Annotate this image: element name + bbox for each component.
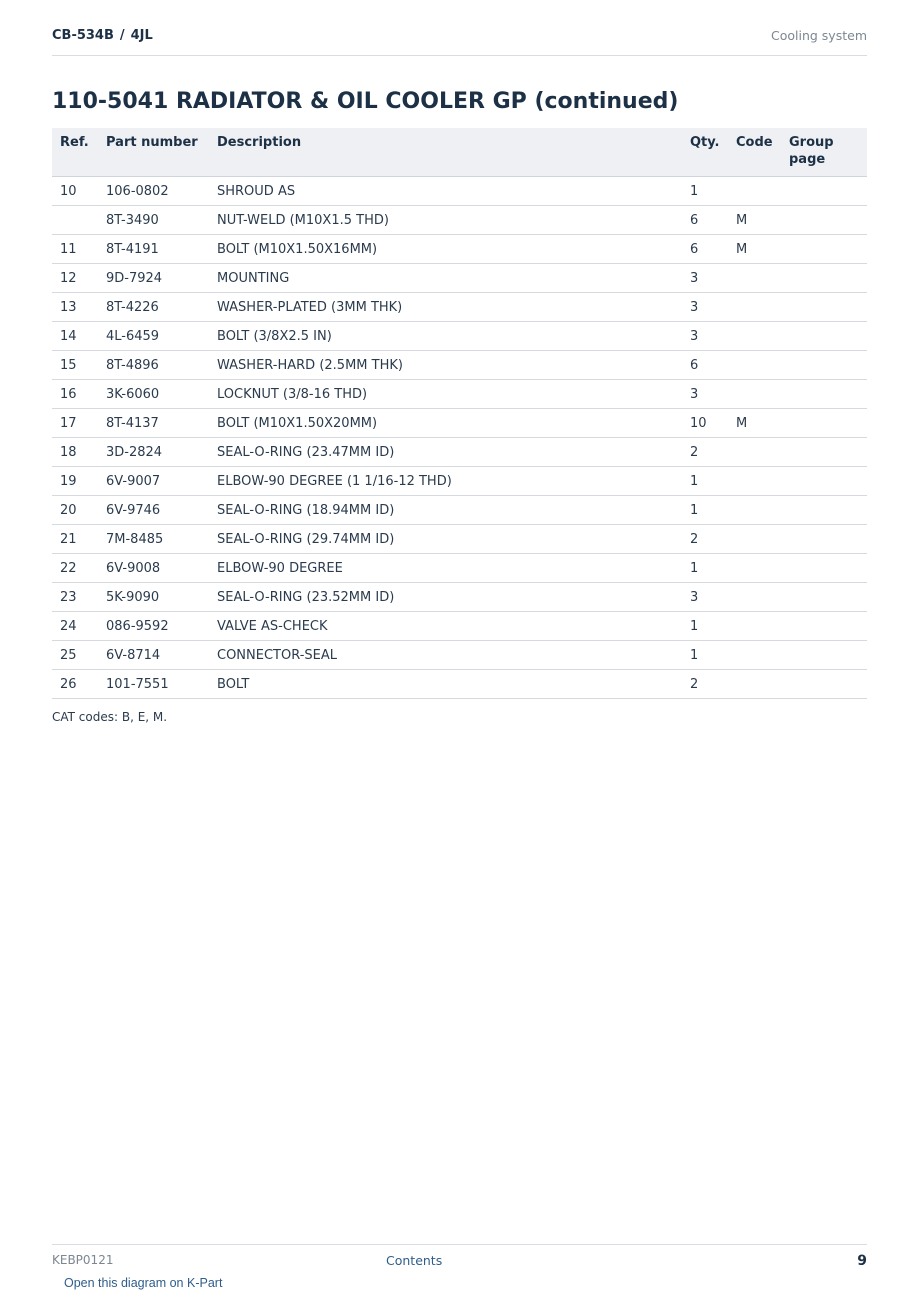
cell-qty: 3 — [682, 322, 728, 351]
cell-qty: 1 — [682, 641, 728, 670]
cell-group-page — [781, 525, 867, 554]
cell-qty: 1 — [682, 177, 728, 206]
table-row — [52, 235, 867, 264]
cell-group-page — [781, 351, 867, 380]
cell-ref: 23 — [52, 583, 98, 612]
serial-prefix: 4JL — [130, 28, 153, 43]
cell-ref: 12 — [52, 264, 98, 293]
cell-part-number: 8T-4226 — [98, 293, 209, 322]
page-header — [52, 28, 867, 56]
cell-description: NUT-WELD (M10X1.5 THD) — [209, 206, 682, 235]
cell-group-page — [781, 554, 867, 583]
table-row — [52, 554, 867, 583]
table-row — [52, 380, 867, 409]
cell-qty: 2 — [682, 438, 728, 467]
cell-group-page — [781, 177, 867, 206]
cell-code — [728, 177, 781, 206]
cell-ref: 20 — [52, 496, 98, 525]
cell-description: ELBOW-90 DEGREE — [209, 554, 682, 583]
cell-qty: 1 — [682, 467, 728, 496]
cell-code — [728, 438, 781, 467]
cell-ref: 17 — [52, 409, 98, 438]
cell-description: BOLT (M10X1.50X20MM) — [209, 409, 682, 438]
cell-group-page — [781, 264, 867, 293]
cell-group-page — [781, 322, 867, 351]
table-row — [52, 409, 867, 438]
cell-part-number: 3K-6060 — [98, 380, 209, 409]
cell-ref: 13 — [52, 293, 98, 322]
cell-group-page — [781, 612, 867, 641]
cell-code — [728, 293, 781, 322]
cell-group-page — [781, 235, 867, 264]
cell-ref: 22 — [52, 554, 98, 583]
model-name: CB-534B — [52, 28, 114, 43]
cell-qty: 6 — [682, 351, 728, 380]
cell-code — [728, 467, 781, 496]
cell-ref: 18 — [52, 438, 98, 467]
header-ref: Ref. — [52, 128, 98, 177]
table-row — [52, 525, 867, 554]
cell-part-number: 106-0802 — [98, 177, 209, 206]
page-footer — [52, 1244, 867, 1268]
cell-qty: 1 — [682, 496, 728, 525]
cell-part-number: 5K-9090 — [98, 583, 209, 612]
cell-description: LOCKNUT (3/8-16 THD) — [209, 380, 682, 409]
cell-group-page — [781, 641, 867, 670]
cell-code — [728, 583, 781, 612]
header-part-number: Part number — [98, 128, 209, 177]
cell-part-number: 6V-9746 — [98, 496, 209, 525]
contents-link[interactable]: Contents — [386, 1253, 443, 1268]
cell-part-number: 6V-9007 — [98, 467, 209, 496]
section-name: Cooling system — [771, 28, 867, 43]
cell-qty: 3 — [682, 293, 728, 322]
cell-part-number: 8T-4137 — [98, 409, 209, 438]
cell-code — [728, 670, 781, 699]
cell-code — [728, 496, 781, 525]
parts-table — [52, 128, 867, 699]
cell-description: SEAL-O-RING (23.52MM ID) — [209, 583, 682, 612]
table-header — [52, 128, 867, 177]
cell-qty: 3 — [682, 380, 728, 409]
continued-label: (continued) — [534, 89, 679, 114]
cell-code: M — [728, 206, 781, 235]
cell-description: SEAL-O-RING (29.74MM ID) — [209, 525, 682, 554]
table-row — [52, 438, 867, 467]
cell-qty: 2 — [682, 525, 728, 554]
cell-group-page — [781, 670, 867, 699]
cell-code — [728, 525, 781, 554]
cell-ref: 19 — [52, 467, 98, 496]
cell-code — [728, 380, 781, 409]
table-row — [52, 293, 867, 322]
cell-part-number: 086-9592 — [98, 612, 209, 641]
cell-code: M — [728, 409, 781, 438]
cell-qty: 6 — [682, 235, 728, 264]
cell-ref: 24 — [52, 612, 98, 641]
cell-description: SEAL-O-RING (23.47MM ID) — [209, 438, 682, 467]
cell-code — [728, 612, 781, 641]
cell-description: VALVE AS-CHECK — [209, 612, 682, 641]
table-row — [52, 322, 867, 351]
cell-qty: 3 — [682, 264, 728, 293]
document-code: KEBP0121 — [52, 1253, 114, 1267]
cell-code — [728, 351, 781, 380]
cell-qty: 10 — [682, 409, 728, 438]
cell-description: ELBOW-90 DEGREE (1 1/16-12 THD) — [209, 467, 682, 496]
header-group-page: Group page — [781, 128, 867, 177]
header-code: Code — [728, 128, 781, 177]
table-row — [52, 467, 867, 496]
breadcrumb-separator: / — [119, 28, 125, 43]
cell-part-number: 6V-8714 — [98, 641, 209, 670]
cell-ref: 26 — [52, 670, 98, 699]
cell-description: BOLT (M10X1.50X16MM) — [209, 235, 682, 264]
cell-group-page — [781, 583, 867, 612]
cell-part-number: 3D-2824 — [98, 438, 209, 467]
cell-ref: 10 — [52, 177, 98, 206]
cell-qty: 6 — [682, 206, 728, 235]
cell-group-page — [781, 206, 867, 235]
cell-description: BOLT — [209, 670, 682, 699]
cell-group-page — [781, 293, 867, 322]
header-qty: Qty. — [682, 128, 728, 177]
cell-code — [728, 554, 781, 583]
table-row — [52, 670, 867, 699]
cell-part-number: 6V-9008 — [98, 554, 209, 583]
cell-qty: 2 — [682, 670, 728, 699]
cell-ref: 14 — [52, 322, 98, 351]
cell-qty: 1 — [682, 612, 728, 641]
cell-group-page — [781, 438, 867, 467]
cell-ref: 21 — [52, 525, 98, 554]
page-number: 9 — [857, 1253, 867, 1269]
page-title — [52, 89, 678, 114]
table-row — [52, 641, 867, 670]
table-row — [52, 496, 867, 525]
kpart-diagram-link[interactable]: Open this diagram on K-Part — [64, 1276, 223, 1290]
cell-part-number: 8T-4896 — [98, 351, 209, 380]
cell-ref — [52, 206, 98, 235]
cell-ref: 11 — [52, 235, 98, 264]
cell-description: SEAL-O-RING (18.94MM ID) — [209, 496, 682, 525]
table-row — [52, 264, 867, 293]
cell-description: WASHER-HARD (2.5MM THK) — [209, 351, 682, 380]
cell-description: SHROUD AS — [209, 177, 682, 206]
cell-qty: 3 — [682, 583, 728, 612]
cell-part-number: 8T-3490 — [98, 206, 209, 235]
cell-group-page — [781, 496, 867, 525]
cell-qty: 1 — [682, 554, 728, 583]
table-row — [52, 583, 867, 612]
cell-part-number: 8T-4191 — [98, 235, 209, 264]
cell-part-number: 4L-6459 — [98, 322, 209, 351]
cell-ref: 16 — [52, 380, 98, 409]
cell-group-page — [781, 467, 867, 496]
model-breadcrumb — [52, 28, 153, 43]
table-row — [52, 351, 867, 380]
cat-codes-note: CAT codes: B, E, M. — [52, 710, 168, 724]
cell-code: M — [728, 235, 781, 264]
cell-group-page — [781, 409, 867, 438]
cell-description: BOLT (3/8X2.5 IN) — [209, 322, 682, 351]
cell-description: CONNECTOR-SEAL — [209, 641, 682, 670]
cell-code — [728, 322, 781, 351]
cell-description: WASHER-PLATED (3MM THK) — [209, 293, 682, 322]
cell-part-number: 9D-7924 — [98, 264, 209, 293]
cell-part-number: 7M-8485 — [98, 525, 209, 554]
cell-code — [728, 264, 781, 293]
table-row — [52, 177, 867, 206]
cell-part-number: 101-7551 — [98, 670, 209, 699]
cell-group-page — [781, 380, 867, 409]
table-body — [52, 177, 867, 699]
cell-description: MOUNTING — [209, 264, 682, 293]
cell-ref: 15 — [52, 351, 98, 380]
table-row — [52, 206, 867, 235]
table-row — [52, 612, 867, 641]
header-description: Description — [209, 128, 682, 177]
cell-ref: 25 — [52, 641, 98, 670]
part-group-title: 110-5041 RADIATOR & OIL COOLER GP — [52, 89, 527, 114]
cell-code — [728, 641, 781, 670]
